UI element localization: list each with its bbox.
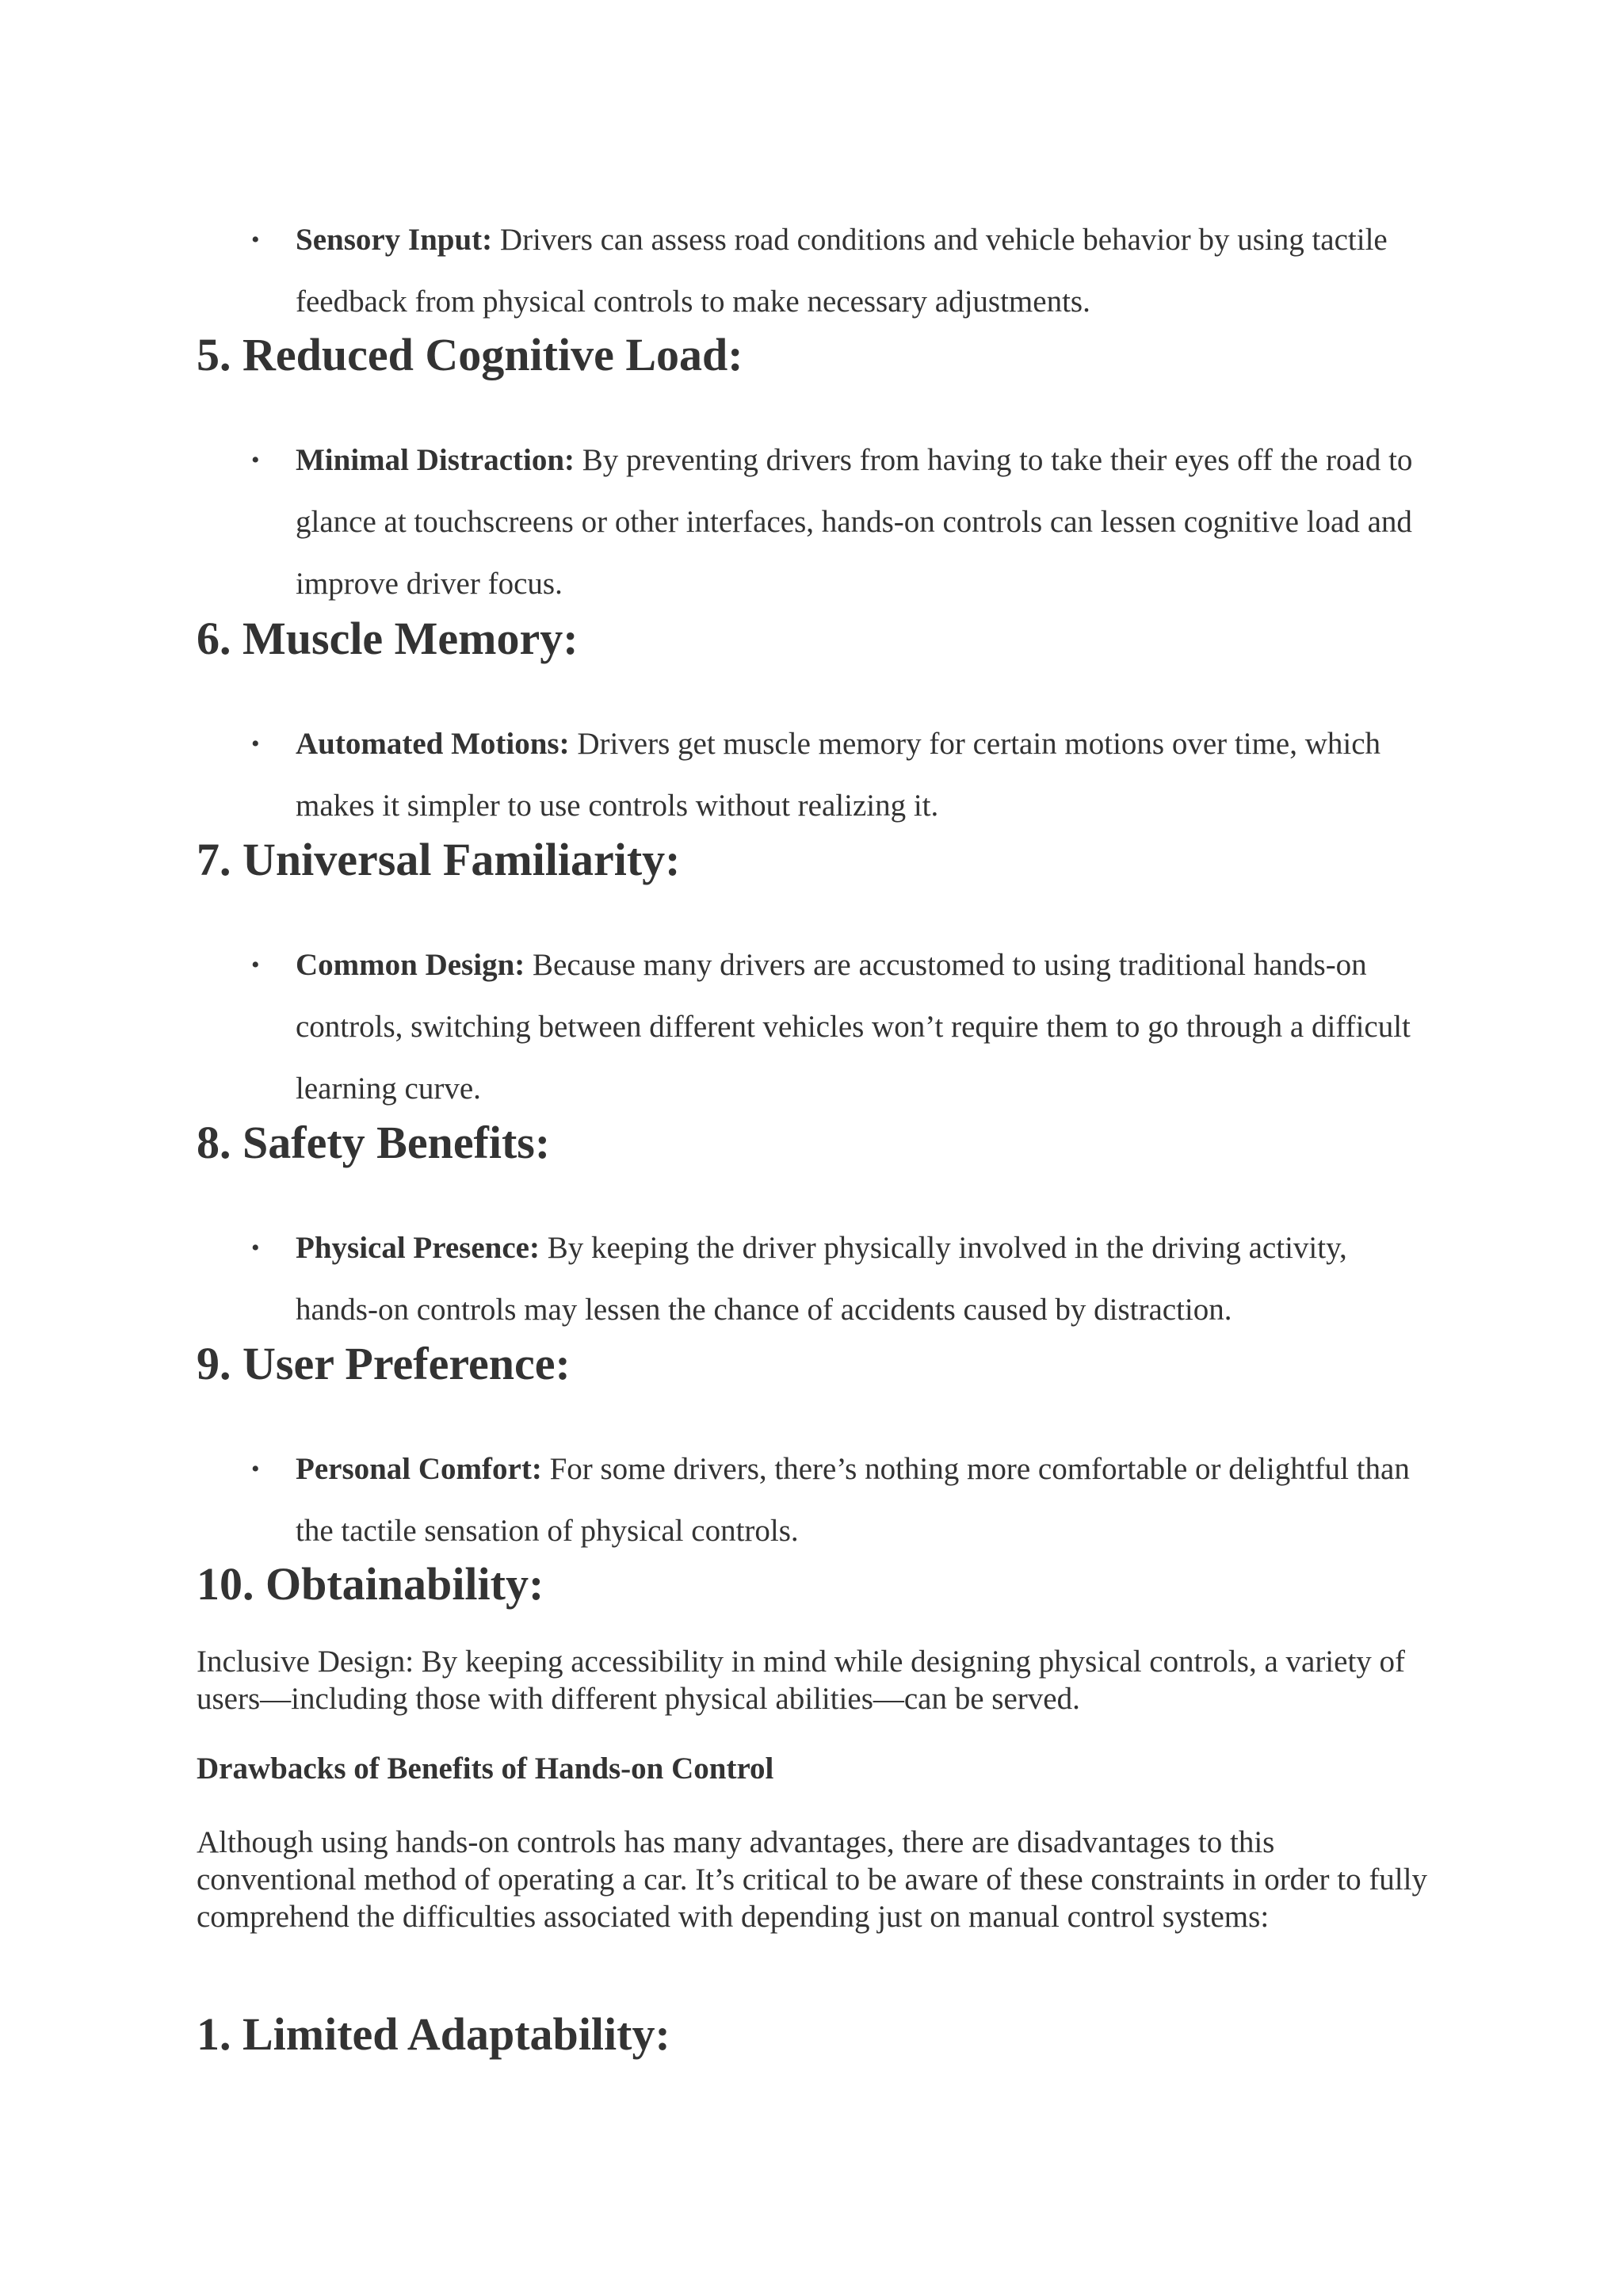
heading-universal-familiarity: 7. Universal Familiarity: — [197, 834, 681, 885]
bullet-glyph: • — [251, 1235, 260, 1261]
bullet-term: Sensory Input: — [296, 223, 493, 257]
bullet-physical-presence — [251, 1217, 1437, 1341]
paragraph-drawbacks-intro: Although using hands-on controls has many advantages, there are disadvantages to this conventional method of operating a car. It’s critical to be aware of these constraints in order to fully comprehend the difficulties associated with depending just on manual control systems: — [197, 1825, 1427, 1934]
bullet-text: For some drivers, there’s nothing more comfortable or delightful than the tactile sensation of physical controls. — [296, 1452, 1410, 1548]
bullet-personal-comfort — [251, 1438, 1437, 1562]
bullet-text: By keeping the driver physically involved in the driving activity, hands-on controls may lessen the chance of accidents caused by distraction. — [296, 1231, 1347, 1327]
heading-user-preference: 9. User Preference: — [197, 1338, 571, 1389]
subheading-drawbacks: Drawbacks of Benefits of Hands-on Control — [197, 1752, 774, 1786]
bullet-term: Personal Comfort: — [296, 1452, 542, 1486]
bullet-glyph: • — [251, 1456, 260, 1482]
bullet-glyph: • — [251, 731, 260, 757]
bullet-common-design — [251, 934, 1437, 1120]
heading-reduced-cognitive-load: 5. Reduced Cognitive Load: — [197, 329, 743, 380]
bullet-text: Drivers can assess road conditions and vehicle behavior by using tactile feedback from physical controls to make necessary adjustments. — [296, 223, 1388, 319]
paragraph-inclusive-design: Inclusive Design: By keeping accessibility in mind while designing physical controls, a variety of users—including those with different physical abilities—can be served. — [197, 1645, 1406, 1716]
bullet-sensory-input — [251, 209, 1437, 333]
bullet-glyph: • — [251, 952, 260, 978]
bullet-term: Common Design: — [296, 948, 525, 982]
heading-safety-benefits: 8. Safety Benefits: — [197, 1117, 551, 1168]
bullet-text: Drivers get muscle memory for certain motions over time, which makes it simpler to use controls without realizing it. — [296, 727, 1381, 823]
bullet-minimal-distraction — [251, 430, 1437, 615]
bullet-text: Because many drivers are accustomed to using traditional hands-on controls, switching between different vehicles won’t require them to go through a difficult learning curve. — [296, 948, 1411, 1106]
heading-limited-adaptability: 1. Limited Adaptability: — [197, 2008, 670, 2060]
bullet-term: Minimal Distraction: — [296, 443, 575, 477]
bullet-automated-motions — [251, 713, 1437, 837]
bullet-glyph: • — [251, 447, 260, 473]
bullet-term: Automated Motions: — [296, 727, 570, 761]
bullet-glyph: • — [251, 227, 260, 253]
heading-muscle-memory: 6. Muscle Memory: — [197, 613, 579, 664]
heading-obtainability: 10. Obtainability: — [197, 1558, 544, 1610]
bullet-text: By preventing drivers from having to take their eyes off the road to glance at touchscreens or other interfaces, hands-on controls can lessen cognitive load and improve driver focus. — [296, 443, 1413, 601]
bullet-term: Physical Presence: — [296, 1231, 540, 1265]
